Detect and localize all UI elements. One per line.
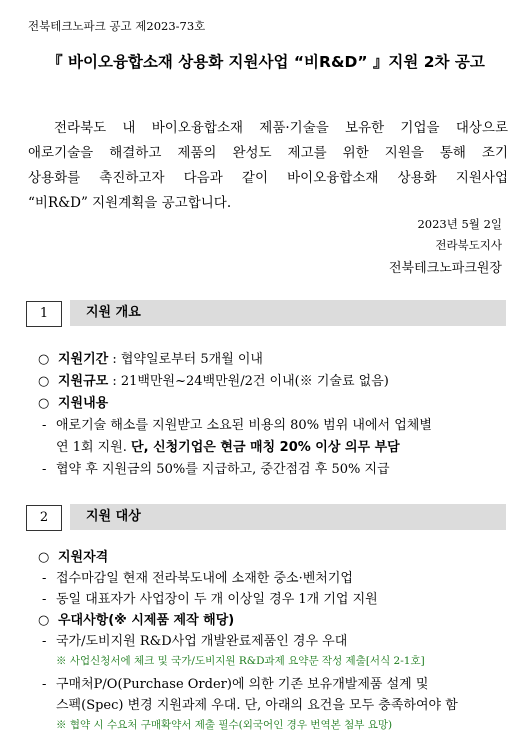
sub-item-text: 애로기술 해소를 지원받고 소요된 비용의 80% 범위 내에서 업체별: [56, 418, 432, 433]
sub-item: [42, 588, 378, 607]
item-label: 우대사항(※ 시제품 제작 해당): [58, 613, 235, 628]
sub-item-text: 접수마감일 현재 전라북도내에 소재한 중소·벤처기업: [56, 571, 353, 586]
sub-item-text: 협약 후 지원금의 50%를 지급하고, 중간점검 후 50% 지급: [56, 462, 390, 477]
sub-item: [42, 567, 353, 586]
item-value: : 협약일로부터 5개월 이내: [108, 352, 263, 367]
green-note: ※ 사업신청서에 체크 및 국가/도비지원 R&D과제 요약문 작성 제출[서식 2-1호]: [56, 655, 425, 667]
list-item: [38, 609, 234, 628]
notice-date: 2023년 5월 2일: [417, 217, 502, 231]
item-label: 지원기간: [58, 352, 109, 367]
notice-title: 『 바이오융합소재 상용화 지원사업 “비R&D” 』지원 2차 공고: [47, 53, 485, 71]
section-number: 1: [26, 301, 62, 327]
list-item: [38, 392, 108, 411]
dash-bullet-icon: -: [42, 677, 47, 692]
dash-bullet-icon: -: [42, 418, 47, 433]
circle-bullet-icon: ○: [38, 352, 50, 367]
section-number: 2: [26, 505, 62, 531]
intro-paragraph: [28, 116, 508, 216]
sub-item-continuation: [56, 436, 400, 455]
list-item: [38, 370, 389, 389]
intro-line: 애로기술을 해결하고 제품의 완성도 제고를 위한 지원을 통해 조기: [28, 145, 508, 161]
sub-item-text: 국가/도비지원 R&D사업 개발완료제품인 경우 우대: [56, 634, 348, 649]
item-label: 지원자격: [58, 550, 109, 565]
item-value: : 21백만원~24백만원/2건 이내(※ 기술료 없음): [108, 374, 389, 389]
dash-bullet-icon: -: [42, 592, 47, 607]
dash-bullet-icon: -: [42, 462, 47, 477]
emphasis-text: 단, 신청기업은 현금 매칭 20% 이상 의무 부담: [131, 440, 400, 455]
list-item: [38, 348, 263, 367]
notice-reference: 전북테크노파크 공고 제2023-73호: [28, 19, 206, 33]
intro-line: “비R&D” 지원계획을 공고합니다.: [28, 195, 232, 211]
circle-bullet-icon: ○: [38, 550, 50, 565]
circle-bullet-icon: ○: [38, 396, 50, 411]
sub-item-continuation: 스펙(Spec) 변경 지원과제 우대. 단, 아래의 요건을 모두 충족하여야 함: [56, 698, 458, 713]
section-heading: 지원 개요: [70, 300, 506, 326]
sub-item-text: 구매처P/O(Purchase Order)에 의한 기존 보유개발제품 설계 및: [56, 677, 429, 692]
issuer-director: 전북테크노파크원장: [388, 261, 502, 276]
sub-item-text: 연 1회 지원.: [56, 440, 132, 455]
sub-item-text: 동일 대표자가 사업장이 두 개 이상일 경우 1개 기업 지원: [56, 592, 378, 607]
sub-item: [42, 458, 390, 477]
section-heading: 지원 대상: [70, 504, 506, 530]
sub-item: [42, 414, 432, 433]
dash-bullet-icon: -: [42, 571, 47, 586]
issuer-governor: 전라북도지사: [435, 238, 502, 252]
sub-item: [42, 630, 347, 649]
circle-bullet-icon: ○: [38, 374, 50, 389]
item-label: 지원규모: [58, 374, 109, 389]
list-item: [38, 546, 108, 565]
dash-bullet-icon: -: [42, 634, 47, 649]
green-note: ※ 협약 시 수요처 구매확약서 제출 필수(외국어인 경우 번역본 첨부 요망): [56, 719, 393, 731]
intro-line: 전라북도 내 바이오융합소재 제품·기술을 보유한 기업을 대상으로: [54, 120, 508, 136]
circle-bullet-icon: ○: [38, 613, 50, 628]
item-label: 지원내용: [58, 396, 109, 411]
intro-line: 상용화를 촉진하고자 다음과 같이 바이오융합소재 상용화 지원사업: [28, 170, 508, 186]
sub-item: [42, 673, 428, 692]
